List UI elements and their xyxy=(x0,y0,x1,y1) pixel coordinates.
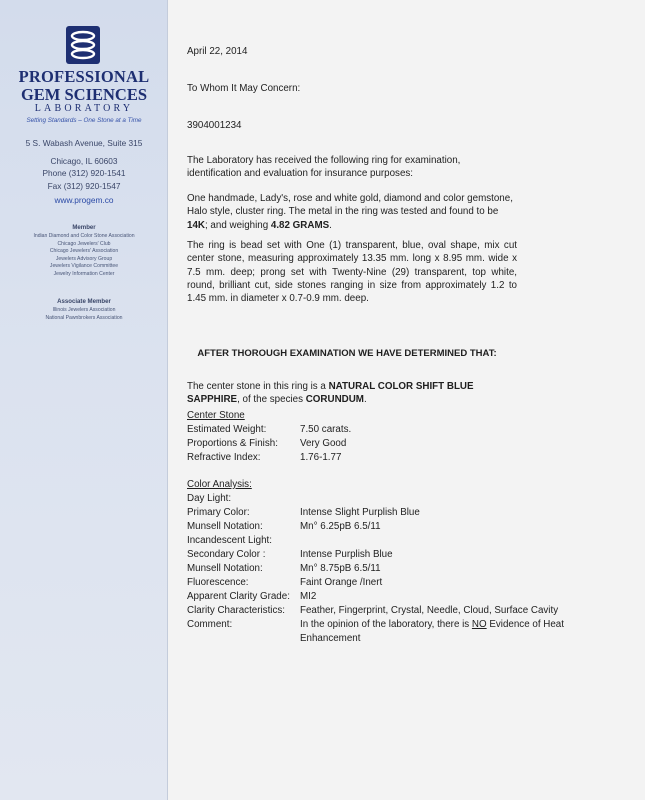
report-number: 3904001234 xyxy=(187,120,242,131)
brand-line-1: PROFESSIONAL xyxy=(18,67,150,86)
tagline: Setting Standards – One Stone at a Time xyxy=(26,117,142,124)
member-item: Chicago Jewelers' Club xyxy=(57,240,111,247)
comment-label: Comment: xyxy=(187,619,233,630)
comment-text: In the opinion of the laboratory, there is NO Evidence of Heat xyxy=(300,619,564,630)
stone-identification: NATURAL COLOR SHIFT BLUE SAPPHIRE xyxy=(187,381,474,406)
comment-emphasis: NO xyxy=(471,619,487,630)
ring-weight: 4.82 GRAMS xyxy=(270,219,330,231)
website-link[interactable]: www.progem.co xyxy=(54,195,114,205)
spec-label: Clarity Characteristics: xyxy=(187,605,285,616)
setting-paragraph: The ring is bead set with One (1) transparent, blue, oval shape, mix cut center stone, measuring approximately 13.35 mm. long x 8.95 mm. wide x 7.5 mm. deep; prong set with Twenty-Nine (29) transparent, top white, round, brilliant cut, side stones ranging in size from approximately 1.2 to 1.45 mm. in diameter x 0.7-0.9 mm. deep. xyxy=(187,240,517,305)
member-list xyxy=(0,233,168,279)
spec-value: Mn° 8.75pB 6.5/11 xyxy=(300,563,381,574)
spec-value: Intense Slight Purplish Blue xyxy=(300,507,420,518)
spec-value: 7.50 carats. xyxy=(300,424,352,435)
stone-species: CORUNDUM xyxy=(305,394,364,406)
letterhead-sidebar xyxy=(0,0,168,800)
color-analysis-heading: Color Analysis: xyxy=(187,479,252,490)
spec-label: Proportions & Finish: xyxy=(187,438,278,449)
member-item: Jewelers Vigilance Committee xyxy=(49,263,119,270)
spec-label: Refractive Index: xyxy=(187,452,261,463)
address-line-1: 5 S. Wabash Avenue, Suite 315 xyxy=(25,138,143,148)
member-item: Chicago Jewelers' Association xyxy=(49,248,119,255)
address-line-2: Chicago, IL 60603 xyxy=(50,156,118,166)
spec-label: Fluorescence: xyxy=(187,577,249,588)
fax-number: Fax (312) 920-1547 xyxy=(47,181,121,191)
associate-item: National Pawnbrokers Association xyxy=(45,314,123,321)
associate-list xyxy=(0,307,168,322)
spec-label: Munsell Notation: xyxy=(187,563,263,574)
conclusion-paragraph: The center stone in this ring is a NATURAL COLOR SHIFT BLUE SAPPHIRE, of the species CORUNDUM. xyxy=(187,381,474,406)
letter-date: April 22, 2014 xyxy=(187,46,248,57)
spec-label: Incandescent Light: xyxy=(187,535,272,546)
spec-label: Secondary Color : xyxy=(187,549,266,560)
spec-value: Mn° 6.25pB 6.5/11 xyxy=(300,521,381,532)
member-item: Jewelry Information Center xyxy=(53,270,115,277)
center-stone-heading: Center Stone xyxy=(187,410,245,421)
comment-text-line2: Enhancement xyxy=(300,633,361,644)
associate-heading: Associate Member xyxy=(57,298,111,305)
spec-label: Day Light: xyxy=(187,493,232,504)
metal-type: 14K xyxy=(187,219,205,231)
phone-number: Phone (312) 920-1541 xyxy=(42,168,126,178)
spec-label: Apparent Clarity Grade: xyxy=(187,591,290,602)
spec-value: MI2 xyxy=(300,591,317,602)
salutation: To Whom It May Concern: xyxy=(187,83,301,94)
spec-value: Intense Purplish Blue xyxy=(300,549,393,560)
spec-value: 1.76-1.77 xyxy=(300,452,342,463)
intro-paragraph: The Laboratory has received the following ring for examination, identification and evaluation for insurance purposes: xyxy=(187,155,461,180)
gem-lab-logo-icon xyxy=(66,26,100,64)
spec-value: Faint Orange /Inert xyxy=(300,577,383,588)
determination-heading: AFTER THOROUGH EXAMINATION WE HAVE DETERMINED THAT: xyxy=(197,348,497,359)
member-item: Jewelers Advisory Group xyxy=(55,255,113,262)
associate-item: Illinois Jewelers Association xyxy=(52,307,116,313)
spec-value: Feather, Fingerprint, Crystal, Needle, Cloud, Surface Cavity xyxy=(300,605,559,616)
spec-label: Munsell Notation: xyxy=(187,521,263,532)
description-paragraph: One handmade, Lady's, rose and white gold, diamond and color gemstone, Halo style, cluster ring. The metal in the ring was tested and found to be 14K; and weighing 4.82 GRAMS. xyxy=(187,193,513,231)
member-heading: Member xyxy=(72,224,96,231)
brand-line-3: LABORATORY xyxy=(34,103,134,114)
spec-label: Estimated Weight: xyxy=(187,424,267,435)
member-item: Indian Diamond and Color Stone Association xyxy=(33,233,135,239)
spec-value: Very Good xyxy=(300,438,347,449)
brand-line-2: GEM SCIENCES xyxy=(20,85,148,104)
spec-label: Primary Color: xyxy=(187,507,250,518)
